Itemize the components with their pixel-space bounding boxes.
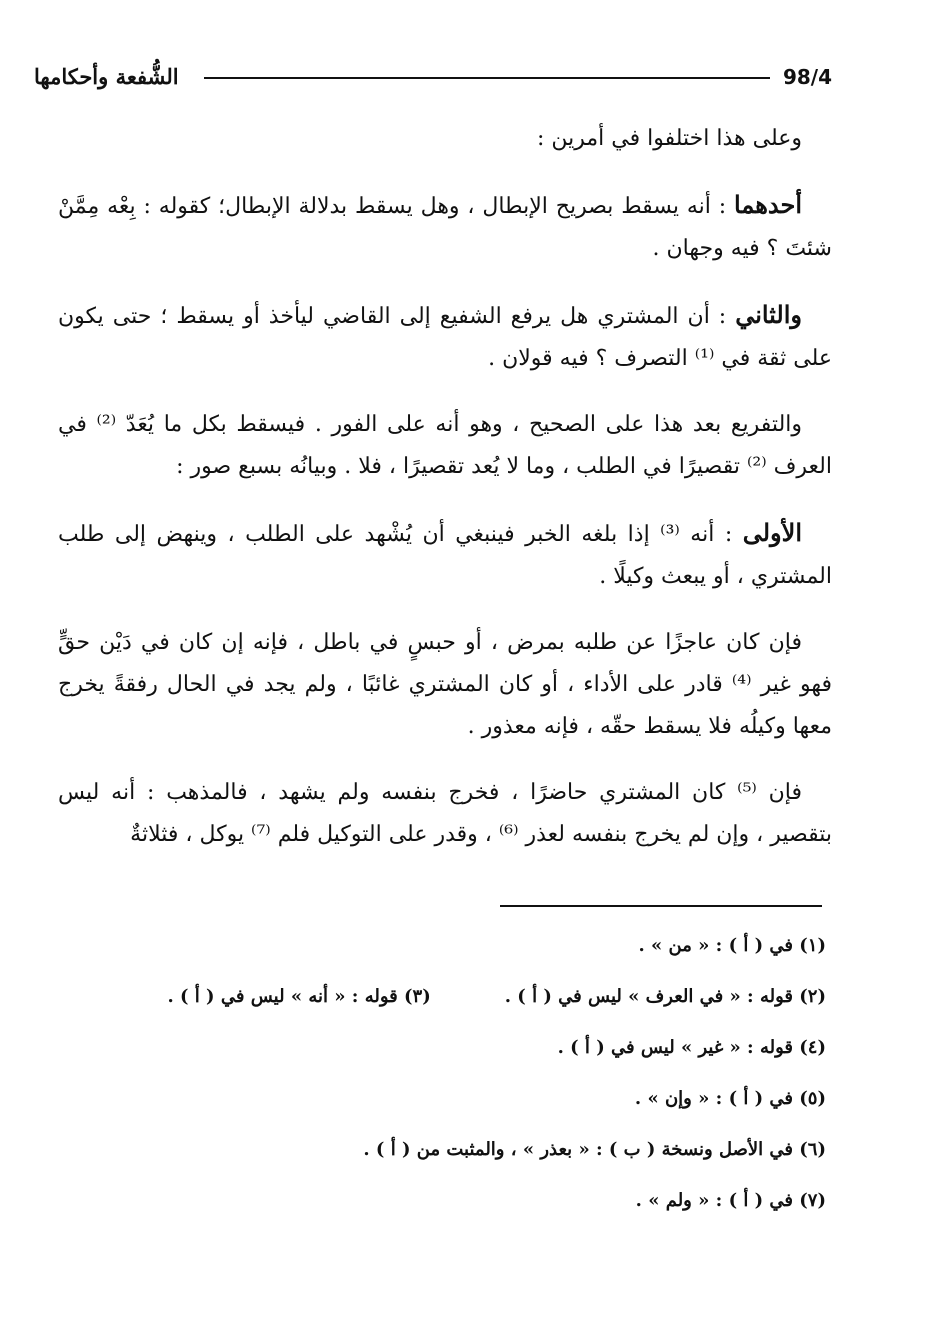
footnotes [120,932,826,1238]
paragraph-6-text: فإن كان عاجزًا عن طلبه بمرض ، أو حبسٍ في باطل ، فإنه إن كان في دَيْن حقٍّ فهو غير ⁽⁴⁾ قادر على الأداء ، أو كان المشتري غائبًا ، ولم يجد في الحال رفقةً يخرج معها وكيلُه فلا يسقط حقّه ، فإنه معذور . [58,630,832,739]
footnote-3: (٣) قوله : « أنه » ليس في ( أ ) . [167,986,431,1007]
paragraph-4 [58,404,832,488]
paragraph-1 [58,118,832,160]
footnote-6: (٦) في الأصل ونسخة ( ب ) : « بعذر » ، والمثبت من ( أ ) . [363,1139,826,1160]
paragraph-2-lead: أحدهما [734,190,802,219]
footnote-2: (٢) قوله : « في العرف » ليس في ( أ ) . [504,986,826,1007]
paragraph-5 [58,512,832,598]
footnote-1: (١) في ( أ ) : « من » . [638,935,826,956]
footnote-row [120,1085,826,1136]
page-number: 98/4 [782,65,832,89]
running-title: الشُّفعة وأحكامها [34,64,179,89]
footnote-row [120,1034,826,1085]
footnote-row [120,1136,826,1187]
paragraph-4-text: والتفريع بعد هذا على الصحيح ، وهو أنه على الفور . فيسقط بكل ما يُعَدّ ⁽²⁾ في العرف ⁽²⁾ تقصيرًا في الطلب ، وما لا يُعد تقصيرًا ، فلا . وبيانُه بسبع صور : [58,412,832,479]
paragraph-2-text: : أنه يسقط بصريح الإبطال ، وهل يسقط بدلالة الإبطال؛ كقوله : بِعْه مِمَّنْ شئتَ ؟ فيه وجهان . [58,194,832,261]
footnote-row [120,983,826,1034]
paragraph-3 [58,294,832,380]
page-header [34,64,832,94]
footnote-7: (٧) في ( أ ) : « ولم » . [635,1190,826,1211]
footnote-row [120,932,826,983]
paragraph-1-text: وعلى هذا اختلفوا في أمرين : [536,126,802,151]
footnote-5: (٥) في ( أ ) : « وإن » . [634,1088,826,1109]
footnote-separator [500,905,822,907]
paragraph-7-text: فإن ⁽⁵⁾ كان المشتري حاضرًا ، فخرج بنفسه ولم يشهد ، فالمذهب : أنه ليس بتقصير ، وإن لم يخرج بنفسه لعذر ⁽⁶⁾ ، وقدر على التوكيل فلم ⁽⁷⁾ يوكل ، فثلاثةٌ [58,780,832,847]
paragraph-5-text: : أنه ⁽³⁾ إذا بلغه الخبر فينبغي أن يُشْهد على الطلب ، وينهض إلى طلب المشتري ، أو يبعث وكيلًا . [58,522,832,589]
footnote-row [120,1187,826,1238]
paragraph-7 [58,772,832,856]
header-rule [204,77,770,79]
paragraph-3-lead: والثاني [735,300,802,329]
main-text [58,118,832,880]
paragraph-5-lead: الأولى [742,518,802,547]
footnote-4: (٤) قوله : « غير » ليس في ( أ ) . [557,1037,826,1058]
paragraph-6 [58,622,832,748]
paragraph-3-text: : أن المشتري هل يرفع الشفيع إلى القاضي ليأخذ أو يسقط ؛ حتى يكون على ثقة في ⁽¹⁾ التصرف ؟ فيه قولان . [58,304,832,371]
paragraph-2 [58,184,832,270]
